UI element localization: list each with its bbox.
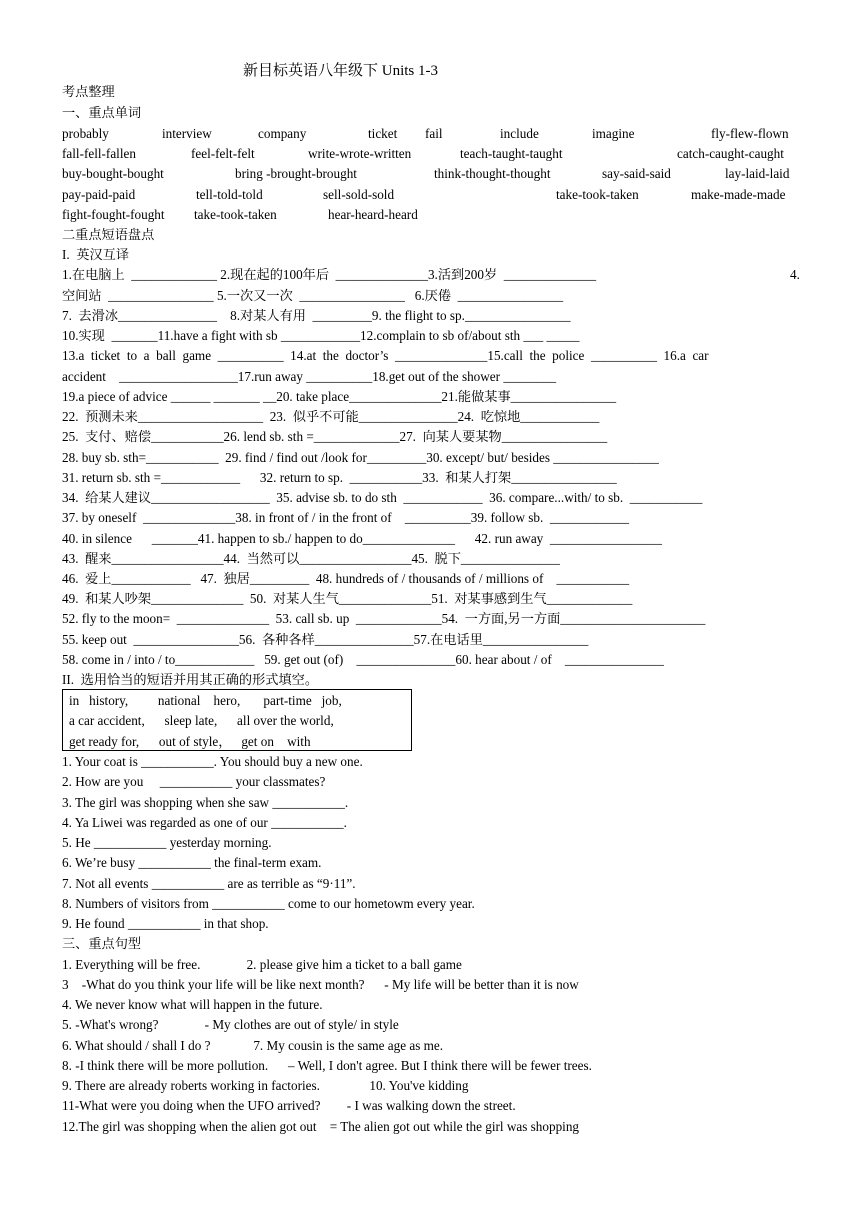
worksheet-title: 新目标英语八年级下 Units 1-3: [243, 63, 439, 79]
word: take-took-taken: [556, 187, 639, 202]
word: fail: [425, 126, 443, 141]
kaodian-heading: 考点整理: [62, 84, 115, 99]
phrase-bank-line: get ready for, out of style， get on with: [69, 734, 311, 749]
word: company: [258, 126, 307, 141]
word: catch-caught-caught: [677, 146, 784, 161]
word: make-made-made: [691, 187, 786, 202]
phrase-line: 10.实现 _______11.have a fight with sb ____________12.complain to sb of/about sth ___ _____: [62, 328, 580, 343]
phrase-line: 46. 爱上____________ 47. 独居_________ 48. hundreds of / thousands of / millions of ___________: [62, 571, 630, 586]
phrase-line: 1.在电脑上 _____________ 2.现在起的100年后 ______________3.活到200岁 ______________: [62, 267, 597, 282]
word: bring -brought-brought: [235, 166, 357, 181]
sentence-line: 3 -What do you think your life will be like next month? - My life will be better than it is now: [62, 977, 579, 992]
fill-item: 8. Numbers of visitors from ___________ come to our hometowm every year.: [62, 896, 475, 911]
word: fight-fought-fought: [62, 207, 165, 222]
phrase-line: 40. in silence _______41. happen to sb./ happen to do______________ 42. run away _________________: [62, 531, 662, 546]
fill-item: 4. Ya Liwei was regarded as one of our ___________.: [62, 815, 347, 830]
part-1-heading: I. 英汉互译: [62, 247, 130, 262]
sentence-line: 1. Everything will be free. 2. please give him a ticket to a ball game: [62, 957, 462, 972]
phrase-line: 31. return sb. sth =____________ 32. return to sp. ___________33. 和某人打架________________: [62, 470, 617, 485]
word: buy-bought-bought: [62, 166, 164, 181]
word: imagine: [592, 126, 635, 141]
word: lay-laid-laid: [725, 166, 790, 181]
word: probably: [62, 126, 109, 141]
word: sell-sold-sold: [323, 187, 395, 202]
sentence-line: 8. -I think there will be more pollution. – Well, I don't agree. But I think there will be fewer trees.: [62, 1058, 592, 1073]
part-2-heading: II. 选用恰当的短语并用其正确的形式填空。: [62, 672, 319, 687]
section-1-heading: 一、重点单词: [62, 105, 142, 120]
phrase-bank-line: in history, national hero, part-time job,: [69, 693, 342, 708]
phrase-line: 19.a piece of advice ______ _______ __20. take place______________21.能做某事________________: [62, 389, 617, 404]
phrase-line: 34. 给某人建议__________________ 35. advise sb. to do sth ____________ 36. compare...with/ to sb. ___________: [62, 490, 703, 505]
phrase-line: 13.a ticket to a ball game __________ 14.at the doctor’s ______________15.call the police __________ 16.a car: [62, 348, 709, 363]
phrase-line: accident __________________17.run away __________18.get out of the shower ________: [62, 369, 557, 384]
word: ticket: [368, 126, 398, 141]
word: feel-felt-felt: [191, 146, 255, 161]
sentence-line: 5. -What's wrong? - My clothes are out of style/ in style: [62, 1017, 399, 1032]
phrase-line: 55. keep out ________________56. 各种各样_______________57.在电话里________________: [62, 632, 589, 647]
section-3-heading: 三、重点句型: [62, 936, 142, 951]
phrase-line: 空间站 ________________ 5.一次又一次 ________________ 6.厌倦 ________________: [62, 288, 564, 303]
sentence-line: 4. We never know what will happen in the future.: [62, 997, 323, 1012]
word: hear-heard-heard: [328, 207, 418, 222]
sentence-line: 6. What should / shall I do ? 7. My cousin is the same age as me.: [62, 1038, 444, 1053]
sentence-line: 9. There are already roberts working in factories. 10. You've kidding: [62, 1078, 469, 1093]
phrase-line: 22. 预测未来___________________ 23. 似乎不可能_______________24. 吃惊地____________: [62, 409, 600, 424]
word: teach-taught-taught: [460, 146, 563, 161]
word: think-thought-thought: [434, 166, 551, 181]
section-2-heading: 二重点短语盘点: [62, 227, 155, 242]
phrase-line: 52. fly to the moon= ______________ 53. call sb. up _____________54. 一方面,另一方面______________________: [62, 611, 706, 626]
phrase-bank-line: a car accident, sleep late, all over the world,: [69, 713, 334, 728]
word: fall-fell-fallen: [62, 146, 136, 161]
phrase-line: 37. by oneself ______________38. in front of / in the front of __________39. follow sb. ____________: [62, 510, 630, 525]
phrase-line-tail: 4.: [790, 267, 800, 282]
fill-item: 9. He found ___________ in that shop.: [62, 916, 269, 931]
sentence-line: 11-What were you doing when the UFO arrived? - I was walking down the street.: [62, 1098, 516, 1113]
fill-item: 5. He ___________ yesterday morning.: [62, 835, 272, 850]
phrase-line: 25. 支付、赔偿___________26. lend sb. sth =_____________27. 向某人要某物________________: [62, 429, 608, 444]
word: say-said-said: [602, 166, 671, 181]
fill-item: 7. Not all events ___________ are as terrible as “9·11”.: [62, 876, 356, 891]
phrase-line: 7. 去滑冰_______________ 8.对某人有用 _________9. the flight to sp.________________: [62, 308, 571, 323]
word: write-wrote-written: [308, 146, 412, 161]
word: interview: [162, 126, 212, 141]
sentence-line: 12.The girl was shopping when the alien got out = The alien got out while the girl was shopping: [62, 1119, 580, 1134]
fill-item: 2. How are you ___________ your classmates?: [62, 774, 326, 789]
word: tell-told-told: [196, 187, 263, 202]
fill-item: 1. Your coat is ___________. You should buy a new one.: [62, 754, 363, 769]
word: take-took-taken: [194, 207, 277, 222]
fill-item: 3. The girl was shopping when she saw ___________.: [62, 795, 349, 810]
phrase-line: 43. 醒来_________________44. 当然可以_________________45. 脱下_______________: [62, 551, 560, 566]
phrase-line: 58. come in / into / to____________ 59. get out (of) _______________60. hear about / of _______________: [62, 652, 664, 667]
word: fly-flew-flown: [711, 126, 789, 141]
word: pay-paid-paid: [62, 187, 136, 202]
phrase-line: 28. buy sb. sth=___________ 29. find / find out /look for_________30. except/ but/ besides ________________: [62, 450, 659, 465]
phrase-line: 49. 和某人吵架______________ 50. 对某人生气______________51. 对某事感到生气_____________: [62, 591, 633, 606]
fill-item: 6. We’re busy ___________ the final-term exam.: [62, 855, 322, 870]
word: include: [500, 126, 539, 141]
